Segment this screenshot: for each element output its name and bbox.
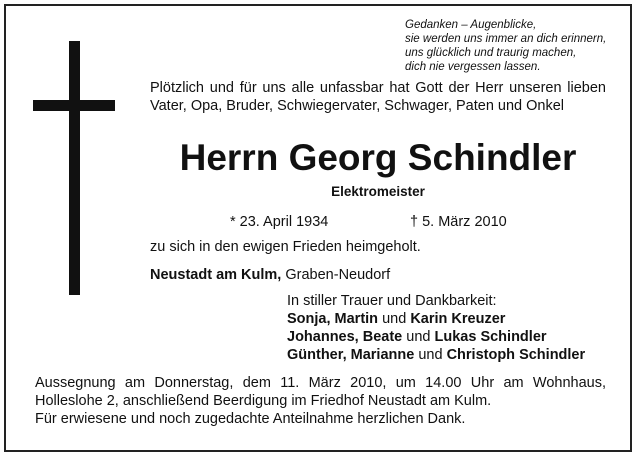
poem-line: dich nie vergessen lassen. (405, 61, 541, 73)
birth-date: * 23. April 1934 (230, 214, 329, 230)
cross-icon (69, 41, 80, 295)
thanks-note: Für erwiesene und noch zugedachte Anteilnahme herzlichen Dank. (35, 411, 466, 427)
residence-town: Neustadt am Kulm, (150, 267, 282, 283)
mourner-row (287, 328, 585, 346)
mourners-block (287, 292, 585, 364)
mourner-conjunction: und (418, 347, 443, 363)
poem-line: uns glücklich und traurig machen, (405, 47, 577, 59)
residence (150, 266, 390, 284)
mourner-row (287, 310, 585, 328)
closing-text (35, 374, 606, 428)
residence-district: Graben-Neudorf (285, 267, 391, 283)
mourner-conjunction: und (406, 329, 431, 345)
mourner-names: Günther, Marianne (287, 347, 415, 363)
mourner-names: Lukas Schindler (434, 329, 547, 345)
cross-icon-bar (33, 100, 115, 111)
mourner-names: Johannes, Beate (287, 329, 403, 345)
poem-line: sie werden uns immer an dich erinnern, (405, 33, 607, 45)
poem-line: Gedanken – Augenblicke, (405, 19, 537, 31)
mourner-names: Christoph Schindler (446, 347, 586, 363)
mourner-conjunction: und (382, 311, 407, 327)
mourner-names: Sonja, Martin (287, 311, 379, 327)
death-date: † 5. März 2010 (410, 214, 507, 230)
mourners-heading: In stiller Trauer und Dankbarkeit: (287, 293, 497, 309)
passage-text: zu sich in den ewigen Frieden heimgeholt. (150, 239, 421, 255)
mourner-names: Karin Kreuzer (410, 311, 506, 327)
memorial-poem (405, 18, 625, 74)
intro-text: Plötzlich und für uns alle unfassbar hat Gott der Herr unseren lieben Vater, Opa, Bruder, Schwiegervater, Schwager, Paten und Onkel (150, 80, 606, 114)
mourner-row (287, 346, 585, 364)
funeral-details: Aussegnung am Donnerstag, dem 11. März 2010, um 14.00 Uhr am Wohnhaus, Holleslohe 2, anschließend Beerdigung im Friedhof Neustadt am Kulm. (35, 375, 606, 409)
deceased-name: Herrn Georg Schindler (179, 137, 577, 178)
deceased-profession: Elektromeister (331, 184, 425, 199)
